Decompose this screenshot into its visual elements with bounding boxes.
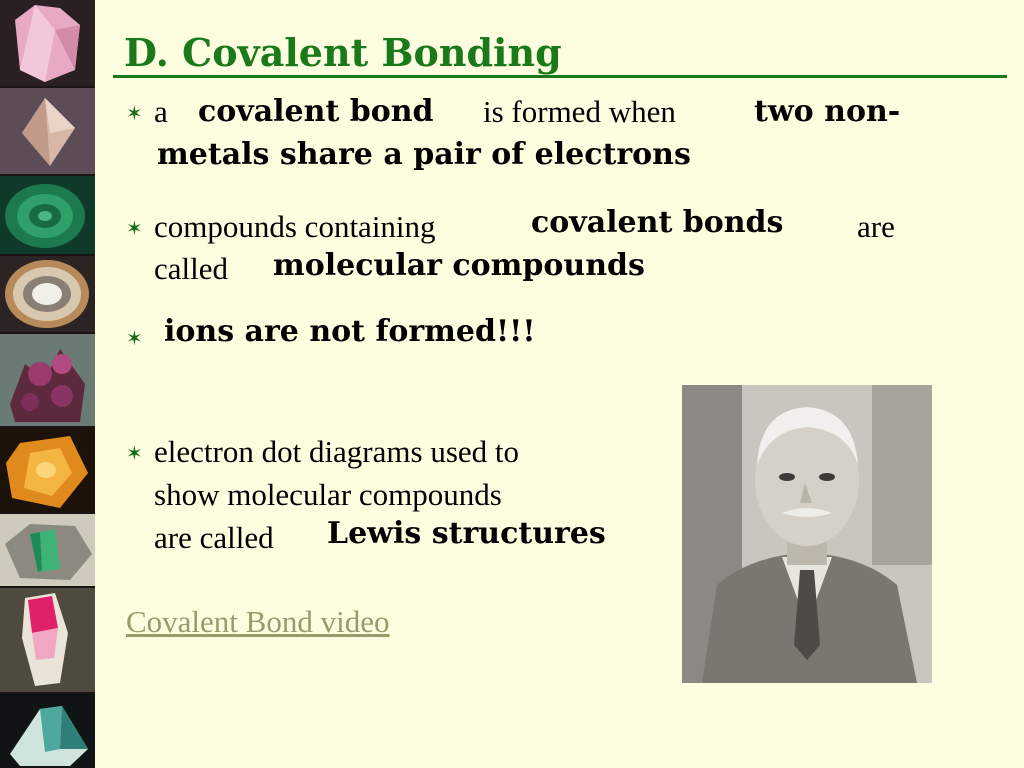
bullet-4-answer: Lewis structures <box>327 516 606 551</box>
purple-cluster-icon <box>0 334 95 426</box>
mineral-image-crystal <box>0 88 95 174</box>
bullet-1-term: covalent bond <box>198 94 434 129</box>
mineral-image-purple-cluster <box>0 334 95 426</box>
portrait-photo <box>682 385 932 683</box>
bullet-2-called: called <box>154 251 229 286</box>
bullet-1-line-2: metals share a pair of electrons <box>157 137 691 172</box>
bullet-1-middle: is formed when <box>483 94 676 129</box>
bullet-4-line-3: are called <box>154 520 274 555</box>
title-underline <box>113 75 1007 78</box>
bullet-2-term: covalent bonds <box>531 205 784 240</box>
bullet-icon: ✶ <box>126 101 143 125</box>
green-crystal-icon <box>0 514 95 586</box>
mineral-image-aquamarine <box>0 694 95 768</box>
amber-icon <box>0 428 95 512</box>
slide-title: D. Covalent Bonding <box>124 30 562 75</box>
portrait-man-icon <box>682 385 932 683</box>
bullet-4-line-2: show molecular compounds <box>154 477 502 512</box>
aquamarine-icon <box>0 694 95 768</box>
mineral-image-green-crystal <box>0 514 95 586</box>
bullet-2-start: compounds containing <box>154 209 436 244</box>
mineral-image-malachite <box>0 176 95 254</box>
bullet-icon: ✶ <box>126 216 143 240</box>
rose-quartz-icon <box>0 0 95 86</box>
bullet-3-text: ions are not formed!!! <box>164 314 536 349</box>
bullet-1-bold-end: two non- <box>754 94 901 129</box>
tourmaline-icon <box>0 588 95 692</box>
agate-icon <box>0 256 95 332</box>
bullet-icon: ✶ <box>126 441 143 465</box>
bullet-1-article: a <box>154 94 168 129</box>
bullet-2-answer: molecular compounds <box>273 248 645 283</box>
bullet-icon: ✶ <box>126 326 143 350</box>
covalent-bond-video-link[interactable]: Covalent Bond video <box>126 604 390 639</box>
crystal-icon <box>0 88 95 174</box>
bullet-2-are: are <box>857 209 895 244</box>
mineral-image-agate <box>0 256 95 332</box>
mineral-image-amber <box>0 428 95 512</box>
malachite-icon <box>0 176 95 254</box>
mineral-image-tourmaline <box>0 588 95 692</box>
bullet-4-line-1: electron dot diagrams used to <box>154 434 520 469</box>
mineral-image-rose-quartz <box>0 0 95 86</box>
mineral-image-strip <box>0 0 95 768</box>
